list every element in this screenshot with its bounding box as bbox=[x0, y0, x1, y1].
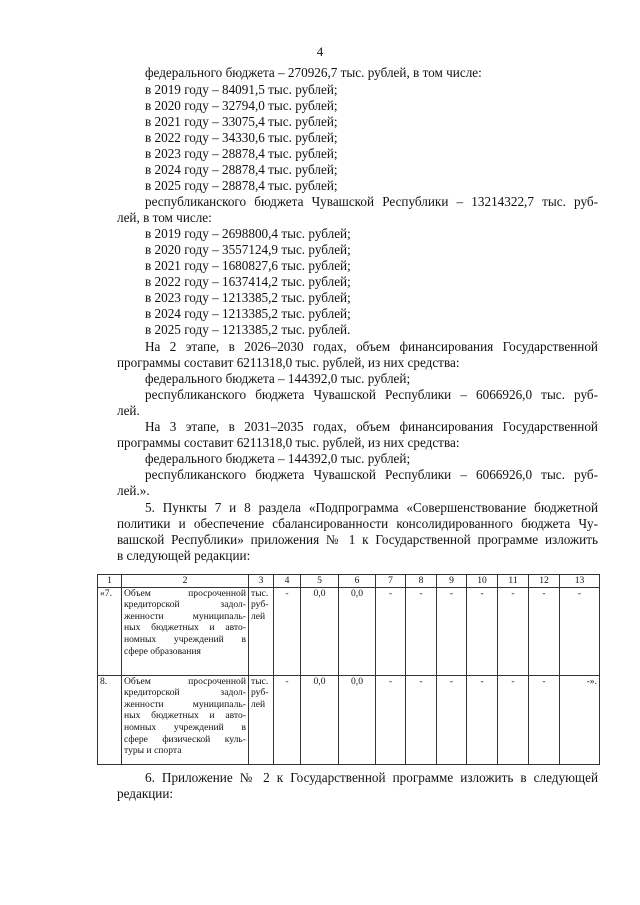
value-cell: - bbox=[406, 675, 437, 764]
header-cell: 10 bbox=[467, 575, 498, 588]
header-cell: 12 bbox=[529, 575, 560, 588]
indicator-name-line: женности муниципаль- bbox=[124, 698, 246, 710]
header-cell: 7 bbox=[376, 575, 406, 588]
indicator-name-line: сфере физической куль- bbox=[124, 733, 246, 745]
text-line: программы составит 6211318,0 тыс. рублей, из них средства: bbox=[117, 435, 460, 450]
table-row bbox=[98, 675, 600, 764]
value-cell: - bbox=[467, 587, 498, 675]
text-line: федерального бюджета – 270926,7 тыс. рублей, в том числе: bbox=[145, 65, 482, 80]
text-line: республиканского бюджета Чувашской Республики – 13214322,7 тыс. руб- bbox=[145, 194, 598, 209]
text-line: вашской Республики» приложения № 1 к Государственной программе изложить bbox=[117, 532, 598, 547]
text-line: На 3 этапе, в 2031–2035 годах, объем финансирования Государственной bbox=[145, 419, 598, 434]
value-cell: 0,0 bbox=[301, 675, 339, 764]
text-line: политики и обеспечение сбалансированности консолидированного бюджета Чу- bbox=[117, 516, 598, 531]
text-line: в 2024 году – 1213385,2 тыс. рублей; bbox=[145, 306, 351, 321]
header-cell: 5 bbox=[301, 575, 339, 588]
indicator-name bbox=[122, 675, 249, 764]
row-number: 8. bbox=[98, 675, 122, 764]
text-line: в 2021 году – 33075,4 тыс. рублей; bbox=[145, 114, 338, 129]
indicator-name-line: ных бюджетных и авто- bbox=[124, 622, 246, 634]
indicator-name bbox=[122, 587, 249, 675]
text-line: 6. Приложение № 2 к Государственной программе изложить в следующей bbox=[145, 770, 598, 785]
text-line: лей, в том числе: bbox=[117, 210, 212, 225]
header-cell: 11 bbox=[498, 575, 529, 588]
table-row bbox=[98, 587, 600, 675]
header-cell: 8 bbox=[406, 575, 437, 588]
value-cell: 0,0 bbox=[339, 587, 376, 675]
header-cell: 6 bbox=[339, 575, 376, 588]
text-line: в 2021 году – 1680827,6 тыс. рублей; bbox=[145, 258, 351, 273]
text-line: в следующей редакции: bbox=[117, 548, 251, 563]
value-cell: - bbox=[498, 587, 529, 675]
text-line: в 2022 году – 34330,6 тыс. рублей; bbox=[145, 130, 338, 145]
indicator-name-line: Объем просроченной bbox=[124, 675, 246, 687]
text-line: в 2023 году – 28878,4 тыс. рублей; bbox=[145, 146, 338, 161]
value-cell: 0,0 bbox=[339, 675, 376, 764]
text-line: На 2 этапе, в 2026–2030 годах, объем финансирования Государственной bbox=[145, 339, 598, 354]
text-line: лей.». bbox=[117, 483, 150, 498]
value-cell: - bbox=[274, 587, 301, 675]
text-line: республиканского бюджета Чувашской Республики – 6066926,0 тыс. руб- bbox=[145, 467, 598, 482]
text-line: в 2025 году – 1213385,2 тыс. рублей. bbox=[145, 322, 351, 337]
indicator-name-line: женности муниципаль- bbox=[124, 610, 246, 622]
header-cell: 13 bbox=[560, 575, 600, 588]
value-cell: 0,0 bbox=[301, 587, 339, 675]
value-cell: - bbox=[498, 675, 529, 764]
text-line: в 2020 году – 3557124,9 тыс. рублей; bbox=[145, 242, 351, 257]
indicator-name-line: кредиторской задол- bbox=[124, 599, 246, 611]
value-cell: - bbox=[406, 587, 437, 675]
table-header-row bbox=[98, 575, 600, 588]
header-cell: 4 bbox=[274, 575, 301, 588]
text-line: программы составит 6211318,0 тыс. рублей, из них средства: bbox=[117, 355, 460, 370]
text-line: в 2020 году – 32794,0 тыс. рублей; bbox=[145, 98, 338, 113]
indicator-name-line: номных учреждений в bbox=[124, 721, 246, 733]
value-cell: - bbox=[529, 587, 560, 675]
indicator-name-line: сфере образования bbox=[124, 645, 201, 657]
text-line: редакции: bbox=[117, 786, 174, 801]
page-number: 4 bbox=[316, 44, 324, 59]
indicator-name-line: ных бюджетных и авто- bbox=[124, 710, 246, 722]
value-cell: - bbox=[560, 587, 600, 675]
text-line: республиканского бюджета Чувашской Республики – 6066926,0 тыс. руб- bbox=[145, 387, 598, 402]
indicator-table bbox=[97, 574, 600, 765]
indicator-name-line: номных учреждений в bbox=[124, 633, 246, 645]
header-cell: 2 bbox=[122, 575, 249, 588]
indicator-name-line: туры и спорта bbox=[124, 745, 182, 757]
text-line: в 2022 году – 1637414,2 тыс. рублей; bbox=[145, 274, 351, 289]
value-cell: - bbox=[437, 675, 467, 764]
header-cell: 9 bbox=[437, 575, 467, 588]
value-cell: - bbox=[437, 587, 467, 675]
unit-cell: тыс. руб-лей bbox=[249, 587, 274, 675]
text-line: федерального бюджета – 144392,0 тыс. рублей; bbox=[145, 451, 411, 466]
value-cell: - bbox=[376, 587, 406, 675]
value-cell: - bbox=[529, 675, 560, 764]
header-cell: 3 bbox=[249, 575, 274, 588]
text-line: 5. Пункты 7 и 8 раздела «Подпрограмма «Совершенствование бюджетной bbox=[145, 500, 598, 515]
text-line: в 2024 году – 28878,4 тыс. рублей; bbox=[145, 162, 338, 177]
indicator-name-line: Объем просроченной bbox=[124, 587, 246, 599]
value-cell: -». bbox=[560, 675, 600, 764]
value-cell: - bbox=[274, 675, 301, 764]
text-line: лей. bbox=[117, 403, 140, 418]
text-line: в 2019 году – 2698800,4 тыс. рублей; bbox=[145, 226, 351, 241]
indicator-name-line: кредиторской задол- bbox=[124, 687, 246, 699]
text-line: в 2023 году – 1213385,2 тыс. рублей; bbox=[145, 290, 351, 305]
text-line: в 2025 году – 28878,4 тыс. рублей; bbox=[145, 178, 338, 193]
unit-cell: тыс. руб-лей bbox=[249, 675, 274, 764]
value-cell: - bbox=[376, 675, 406, 764]
row-number: «7. bbox=[98, 587, 122, 675]
header-cell: 1 bbox=[98, 575, 122, 588]
text-line: федерального бюджета – 144392,0 тыс. рублей; bbox=[145, 371, 411, 386]
text-line: в 2019 году – 84091,5 тыс. рублей; bbox=[145, 82, 338, 97]
value-cell: - bbox=[467, 675, 498, 764]
